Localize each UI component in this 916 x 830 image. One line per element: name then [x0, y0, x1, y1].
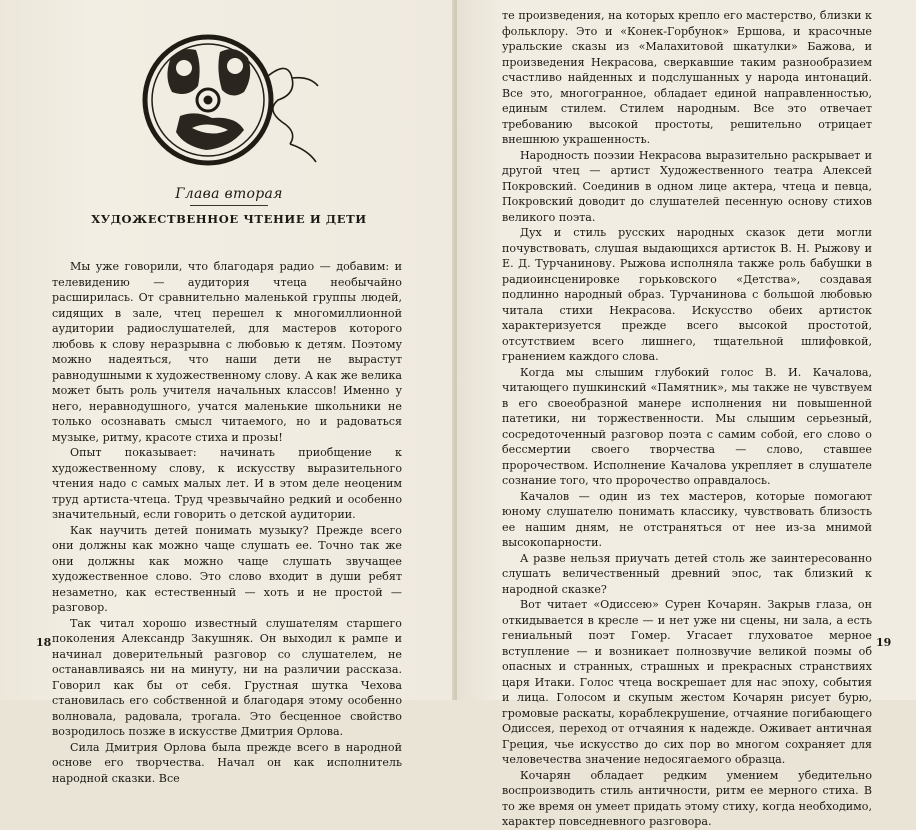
paragraph: те произведения, на которых крепло его мастерство, близки к фольклору. Это и «Конек-Горбунок» Ершова, и красочные уральские сказы из «Малахитовой шкатулки» Бажова, и произведения Некрасова, сверкавшие таким разнообразием счастливо найденных и подслушанных у народа интонаций. Все это, многогранное, обладает единой направленностью, единым стилем. Стилем народным. Все это отвечает требованию высокой простоты, решительно отрицает внешнюю украшенность. — [502, 9, 872, 146]
chapter-label: Глава вторая — [175, 186, 283, 202]
chapter-title: ХУДОЖЕСТВЕННОЕ ЧТЕНИЕ И ДЕТИ — [91, 212, 367, 226]
paragraph: Народность поэзии Некрасова выразительно раскрывает и другой чтец — артист Художественного театра Алексей Покровский. Соединив в одном лице актера, чтеца и певца, Покровский доводит до слушателей песенную основу стихов великого поэта. — [502, 148, 872, 224]
film-reel-illustration — [140, 20, 340, 170]
page-number-right: 19 — [876, 636, 892, 649]
paragraph: Дух и стиль русских народных сказок дети могли почувствовать, слушая выдающихся артисток В. Н. Рыжову и Е. Д. Турчанинову. Рыжова исполняла также роль бабушки в радиоинсценировке горьковского «Детства», создавая подлинно народный образ. Турчанинова с большой любовью читала стихи Некрасова. Искусство обеих артисток характеризуется прежде всего высокой простотой, отсутствием всего лишнего, тщательной шлифовкой, гранением каждого слова. — [502, 226, 872, 363]
paragraph: Так читал хорошо известный слушателям старшего поколения Александр Закушняк. Он выходил к рампе и начинал доверительный разговор со слушателем, не останавливаясь ни на минуту, ни на различии рассказа. Говорил как бы от себя. Грустная шутка Чехова становилась его собственной и благодаря этому особенно волновала, радовала, трогала. Это бесценное свойство возродилось позже в искусстве Дмитрия Орлова. — [52, 616, 402, 738]
right-text-column — [502, 8, 872, 830]
left-text-column — [52, 259, 402, 786]
paragraph: Качалов — один из тех мастеров, которые помогают юному слушателю понимать классику, чувствовать близость ее нашим дням, не отстраняться от нее из-за мнимой высокопарности. — [502, 489, 872, 549]
paragraph: А разве нельзя приучать детей столь же заинтересованно слушать величественный древний эпос, так близкий к народной сказке? — [502, 551, 872, 596]
page-number-left: 18 — [36, 636, 52, 649]
paragraph: Кочарян обладает редким умением убедительно воспроизводить стиль античности, ритм ее мерного стиха. В то же время он умеет придать этому стиху, когда необходимо, характер повседневного разговора. — [502, 768, 872, 828]
paragraph: Вот читает «Одиссею» Сурен Кочарян. Закрыв глаза, он откидывается в кресле — и нет уже ни сцены, ни зала, а есть гениальный поэт Гомер. Угасает глуховатое мерное вступление — и возникает полнозвучие великой поэмы об опасных и странных, страшных и прекрасных странствиях царя Итаки. Голос чтеца воскрешает для нас эпоху, события и лица. Голосом и скупым жестом Кочарян рисует бурю, громовые раскаты, кораблекрушение, отчаяние погибающего Одиссея, переход от отчаяния к надежде. Оживает античная Греция, чье искусство до сих пор во многом сохраняет для человечества значение недосягаемого образца. — [502, 598, 872, 766]
paragraph: Как научить детей понимать музыку? Прежде всего они должны как можно чаще слушать ее. Точно так же они должны как можно чаще слушать звучащее художественное слово. Это слово входит в души ребят незаметно, как естественный — хоть и не простой — разговор. — [52, 523, 402, 614]
left-page — [0, 0, 457, 785]
paragraph: Когда мы слышим глубокий голос В. И. Качалова, читающего пушкинский «Памятник», мы также не чувствуем в его своеобразной манере исполнения ни повышенной патетики, ни торжественности. Мы слышим серьезный, сосредоточенный разговор поэта с самим собой, его слово о бессмертии своего творчества — слово, ставшее пророчеством. Исполнение Качалова укрепляет в слушателе сознание того, что пророчество оправдалось. — [502, 365, 872, 487]
chapter-divider — [190, 205, 268, 206]
paragraph: Мы уже говорили, что благодаря радио — добавим: и телевидению — аудитория чтеца необычайно расширилась. От сравнительно маленькой группы людей, сидящих в зале, чтец перешел к многомиллионной аудитории радиослушателей, для мастеров которого любовь к слову неразрывна с любовью к детям. Поэтому можно надеяться, что наши дети не вырастут равнодушными к художественному слову. А как же велика может быть роль учителя начальных классов! Именно у него, неравнодушного, учатся маленькие школьники не только осознавать смысл читаемого, но и радоваться музыке, ритму, красоте стиха и прозы! — [52, 260, 402, 444]
paragraph: Опыт показывает: начинать приобщение к художественному слову, к искусству выразительного чтения надо с самых малых лет. И в этом деле неоценим труд артиста-чтеца. Труд чрезвычайно редкий и особенно значительный, если говорить о детской аудитории. — [52, 446, 402, 521]
paragraph: Сила Дмитрия Орлова была прежде всего в народной основе его творчества. Начал он как исполнитель народной сказки. Все — [52, 740, 402, 785]
right-page — [457, 0, 916, 828]
